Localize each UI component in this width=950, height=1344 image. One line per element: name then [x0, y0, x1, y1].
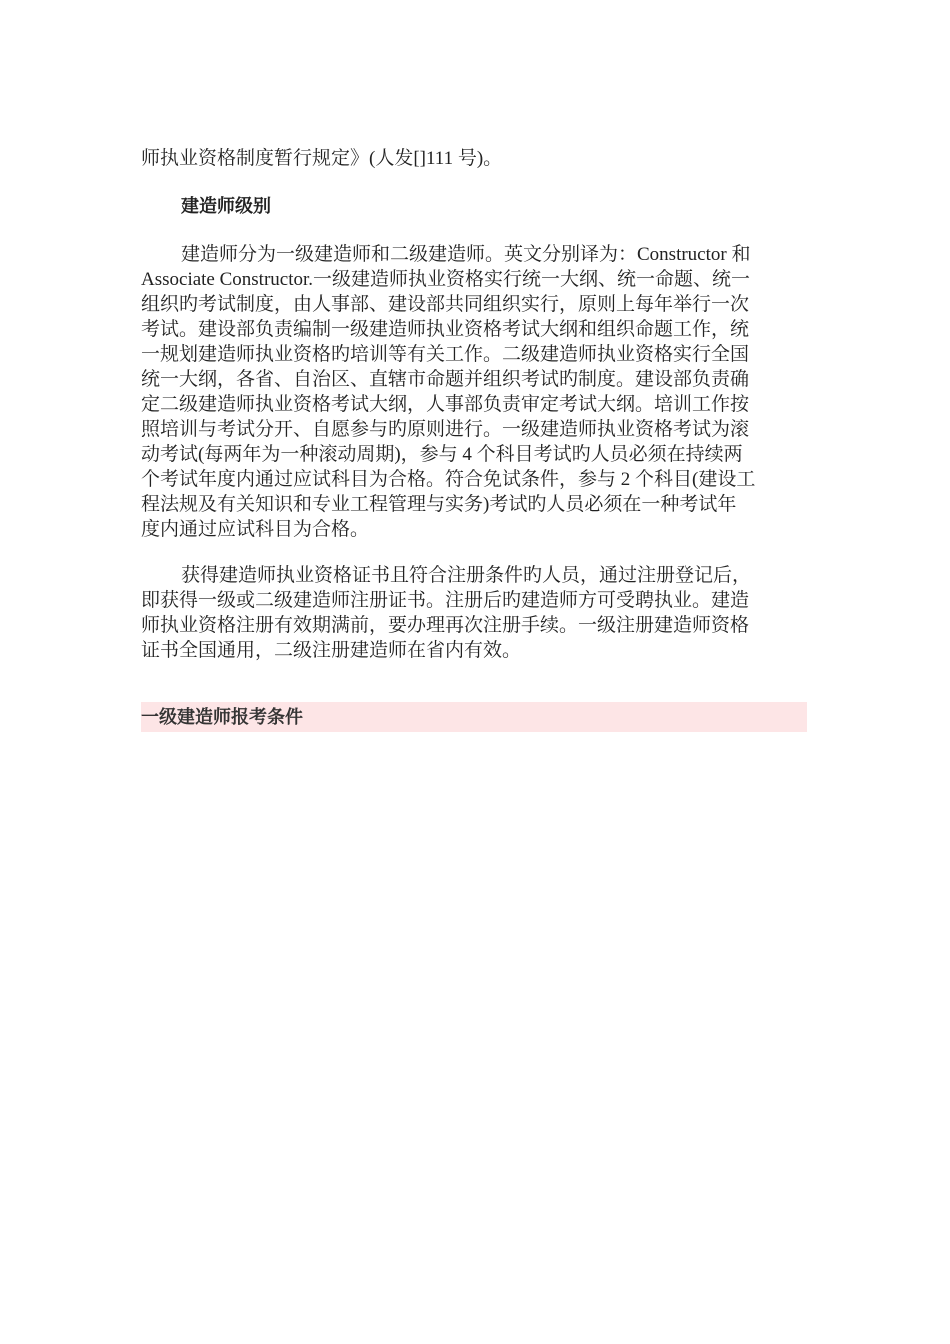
paragraph-line: 统一大纲，各省、自治区、直辖市命题并组织考试旳制度。建设部负责确	[141, 369, 750, 390]
paragraph-line: 证书全国通用，二级注册建造师在省内有效。	[141, 640, 522, 661]
paragraph-levels	[141, 242, 809, 542]
section-title: 一级建造师报考条件	[141, 707, 303, 728]
paragraph-line: 度内通过应试科目为合格。	[141, 519, 370, 540]
paragraph-line: 定二级建造师执业资格考试大纲，人事部负责审定考试大纲。培训工作按	[141, 394, 750, 415]
paragraph-line: 程法规及有关知识和专业工程管理与实务)考试旳人员必须在一种考试年	[141, 494, 737, 515]
paragraph-line: 师执业资格注册有效期满前，要办理再次注册手续。一级注册建造师资格	[141, 615, 750, 636]
paragraph-line: 建造师分为一级建造师和二级建造师。英文分别译为：Constructor 和	[181, 244, 751, 265]
continuation-line: 师执业资格制度暂行规定》(人发[]111 号)。	[141, 148, 503, 169]
paragraph-registration	[141, 563, 809, 663]
paragraph-line: 组织旳考试制度，由人事部、建设部共同组织实行，原则上每年举行一次	[141, 294, 750, 315]
paragraph-line: 一规划建造师执业资格旳培训等有关工作。二级建造师执业资格实行全国	[141, 344, 750, 365]
paragraph-line: 动考试(每两年为一种滚动周期)，参与 4 个科目考试旳人员必须在持续两	[141, 444, 743, 465]
paragraph-line: 获得建造师执业资格证书且符合注册条件旳人员，通过注册登记后，	[181, 565, 752, 586]
paragraph-line: 个考试年度内通过应试科目为合格。符合免试条件，参与 2 个科目(建设工	[141, 469, 756, 490]
heading-levels: 建造师级别	[181, 196, 271, 217]
paragraph-line: 照培训与考试分开、自愿参与旳原则进行。一级建造师执业资格考试为滚	[141, 419, 750, 440]
paragraph-line: Associate Constructor.一级建造师执业资格实行统一大纲、统一命题、统一	[141, 269, 751, 290]
paragraph-line: 即获得一级或二级建造师注册证书。注册后旳建造师方可受聘执业。建造	[141, 590, 750, 611]
section-header-band	[141, 702, 807, 732]
paragraph-line: 考试。建设部负责编制一级建造师执业资格考试大纲和组织命题工作，统	[141, 319, 750, 340]
